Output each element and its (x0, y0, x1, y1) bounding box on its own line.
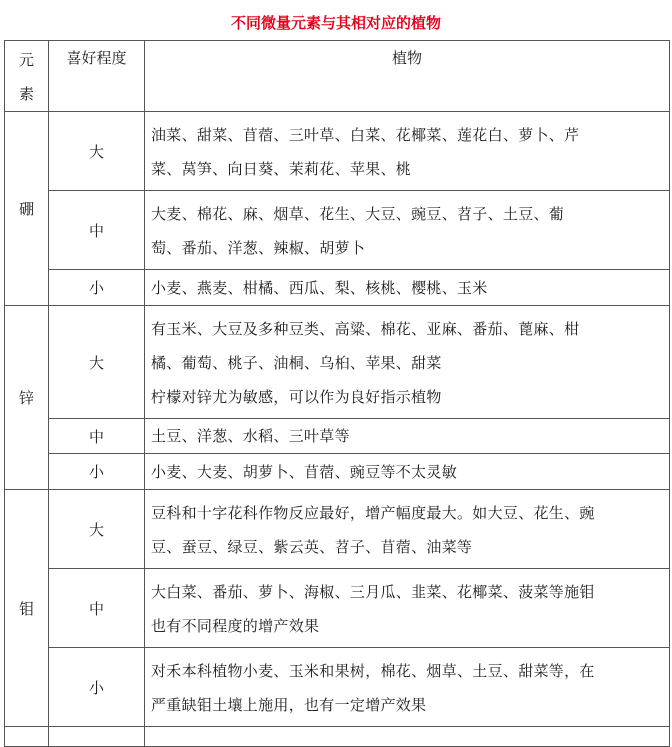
header-element: 元 素 (5, 41, 49, 112)
plants-cell: 有玉米、大豆及多种豆类、高粱、棉花、亚麻、番茄、蓖麻、柑 橘、葡萄、桃子、油桐、乌桕、苹果、甜菜 柠檬对锌尤为敏感，可以作为良好指示植物 (145, 306, 670, 419)
level-cell: 小 (49, 270, 145, 306)
empty-cell (49, 727, 145, 747)
level-cell: 小 (49, 454, 145, 490)
table-row (5, 490, 670, 569)
table-row (5, 112, 670, 191)
level-cell: 大 (49, 306, 145, 419)
table-row (5, 270, 670, 306)
empty-cell (145, 727, 670, 747)
level-cell: 中 (49, 191, 145, 270)
element-cell-boron: 硼 (5, 112, 49, 306)
level-cell: 中 (49, 419, 145, 454)
plants-cell: 大麦、棉花、麻、烟草、花生、大豆、豌豆、苕子、土豆、葡 萄、番茄、洋葱、辣椒、胡萝卜 (145, 191, 670, 270)
level-cell: 大 (49, 490, 145, 569)
page-title: 不同微量元素与其相对应的植物 (230, 14, 441, 32)
header-row (5, 41, 670, 112)
table-row (5, 648, 670, 727)
element-cell-zinc: 锌 (5, 306, 49, 490)
table-row (5, 569, 670, 648)
table-row (5, 306, 670, 419)
header-preference: 喜好程度 (49, 41, 145, 112)
table-row (5, 191, 670, 270)
plants-cell: 土豆、洋葱、水稻、三叶草等 (145, 419, 670, 454)
plants-cell: 豆科和十字花科作物反应最好，增产幅度最大。如大豆、花生、豌 豆、蚕豆、绿豆、紫云英、苕子、苜蓿、油菜等 (145, 490, 670, 569)
empty-cell (5, 727, 49, 747)
table-row-empty (5, 727, 670, 747)
level-cell: 大 (49, 112, 145, 191)
table-row (5, 454, 670, 490)
header-plants: 植物 (145, 41, 670, 112)
plants-cell: 小麦、燕麦、柑橘、西瓜、梨、核桃、樱桃、玉米 (145, 270, 670, 306)
table-row (5, 419, 670, 454)
plants-cell: 对禾本科植物小麦、玉米和果树，棉花、烟草、土豆、甜菜等，在 严重缺钼土壤上施用，也有一定增产效果 (145, 648, 670, 727)
level-cell: 小 (49, 648, 145, 727)
level-cell: 中 (49, 569, 145, 648)
element-cell-molybdenum: 钼 (5, 490, 49, 727)
plants-cell: 小麦、大麦、胡萝卜、苜蓿、豌豆等不太灵敏 (145, 454, 670, 490)
plants-cell: 大白菜、番茄、萝卜、海椒、三月瓜、韭菜、花椰菜、菠菜等施钼 也有不同程度的增产效果 (145, 569, 670, 648)
element-plant-table (4, 40, 670, 747)
plants-cell: 油菜、甜菜、苜蓿、三叶草、白菜、花椰菜、莲花白、萝卜、芹 菜、莴笋、向日葵、茉莉花、苹果、桃 (145, 112, 670, 191)
